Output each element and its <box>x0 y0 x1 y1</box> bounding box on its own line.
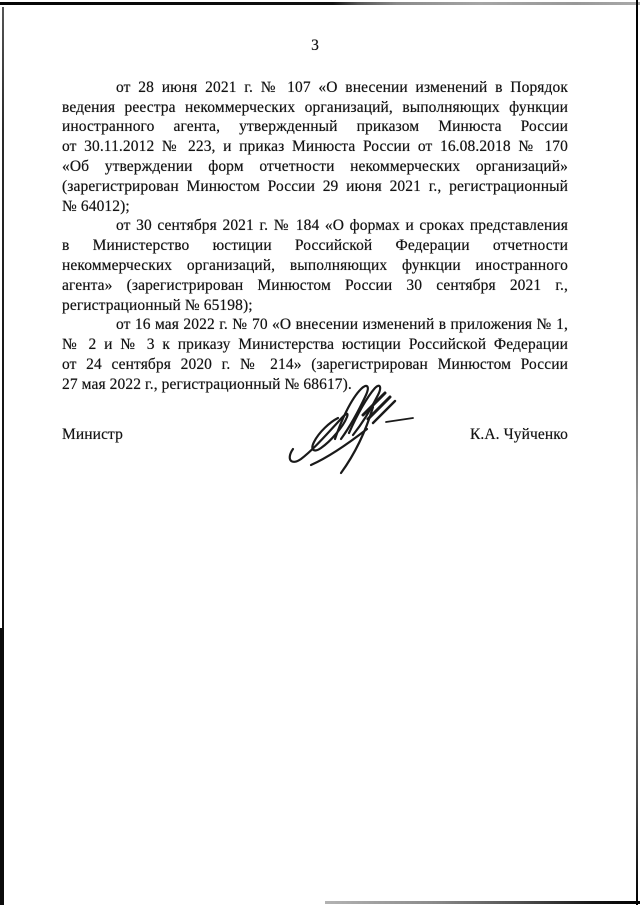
page-number: 3 <box>311 37 319 54</box>
paragraph-line: № 2 и № 3 к приказу Министерства юстиции Российской Федерации <box>62 336 568 354</box>
paragraph-line: № 64012); <box>62 197 130 215</box>
paragraph-order-70 <box>62 315 568 394</box>
paragraph-line: ведения реестра некоммерческих организаций, выполняющих функции <box>62 98 568 116</box>
paragraph-order-184 <box>62 216 568 315</box>
paragraph-line: от 30 сентября 2021 г. № 184 «О формах и сроках представления <box>116 217 568 235</box>
paragraph-line: «Об утверждении форм отчетности некоммерческих организаций» <box>62 157 568 175</box>
signature-block <box>62 425 568 445</box>
paragraph-order-107 <box>62 78 568 217</box>
scan-edge-left <box>2 7 4 629</box>
paragraph-line: агента» (зарегистрирован Минюстом России 30 сентября 2021 г., <box>62 276 568 294</box>
scan-edge-right <box>636 0 638 905</box>
paragraph-line: некоммерческих организаций, выполняющих функции иностранного <box>62 256 568 274</box>
paragraph-line: от 28 июня 2021 г. № 107 «О внесении изменений в Порядок <box>116 78 568 96</box>
scan-edge-bottom <box>325 901 640 904</box>
paragraph-line: (зарегистрирован Минюстом России 29 июня 2021 г., регистрационный <box>62 177 568 195</box>
paragraph-line: иностранного агента, утвержденный приказом Минюста России <box>62 118 568 136</box>
paragraph-line: регистрационный № 65198); <box>62 296 253 314</box>
paragraph-line: от 16 мая 2022 г. № 70 «О внесении изменений в приложения № 1, <box>116 316 568 334</box>
signer-title: Министр <box>62 425 123 443</box>
order-amendments-list <box>62 78 568 395</box>
page-content <box>62 0 568 444</box>
paragraph-line: от 24 сентября 2020 г. № 214» (зарегистрирован Минюстом России <box>62 355 568 373</box>
paragraph-line: от 30.11.2012 № 223, и приказ Минюста России от 16.08.2018 № 170 <box>62 138 568 156</box>
scan-edge-left-lower <box>0 628 4 905</box>
signer-name: К.А. Чуйченко <box>469 425 568 443</box>
paragraph-line: в Министерство юстиции Российской Федерации отчетности <box>62 237 568 255</box>
paragraph-line: 27 мая 2022 г., регистрационный № 68617). <box>62 375 352 393</box>
